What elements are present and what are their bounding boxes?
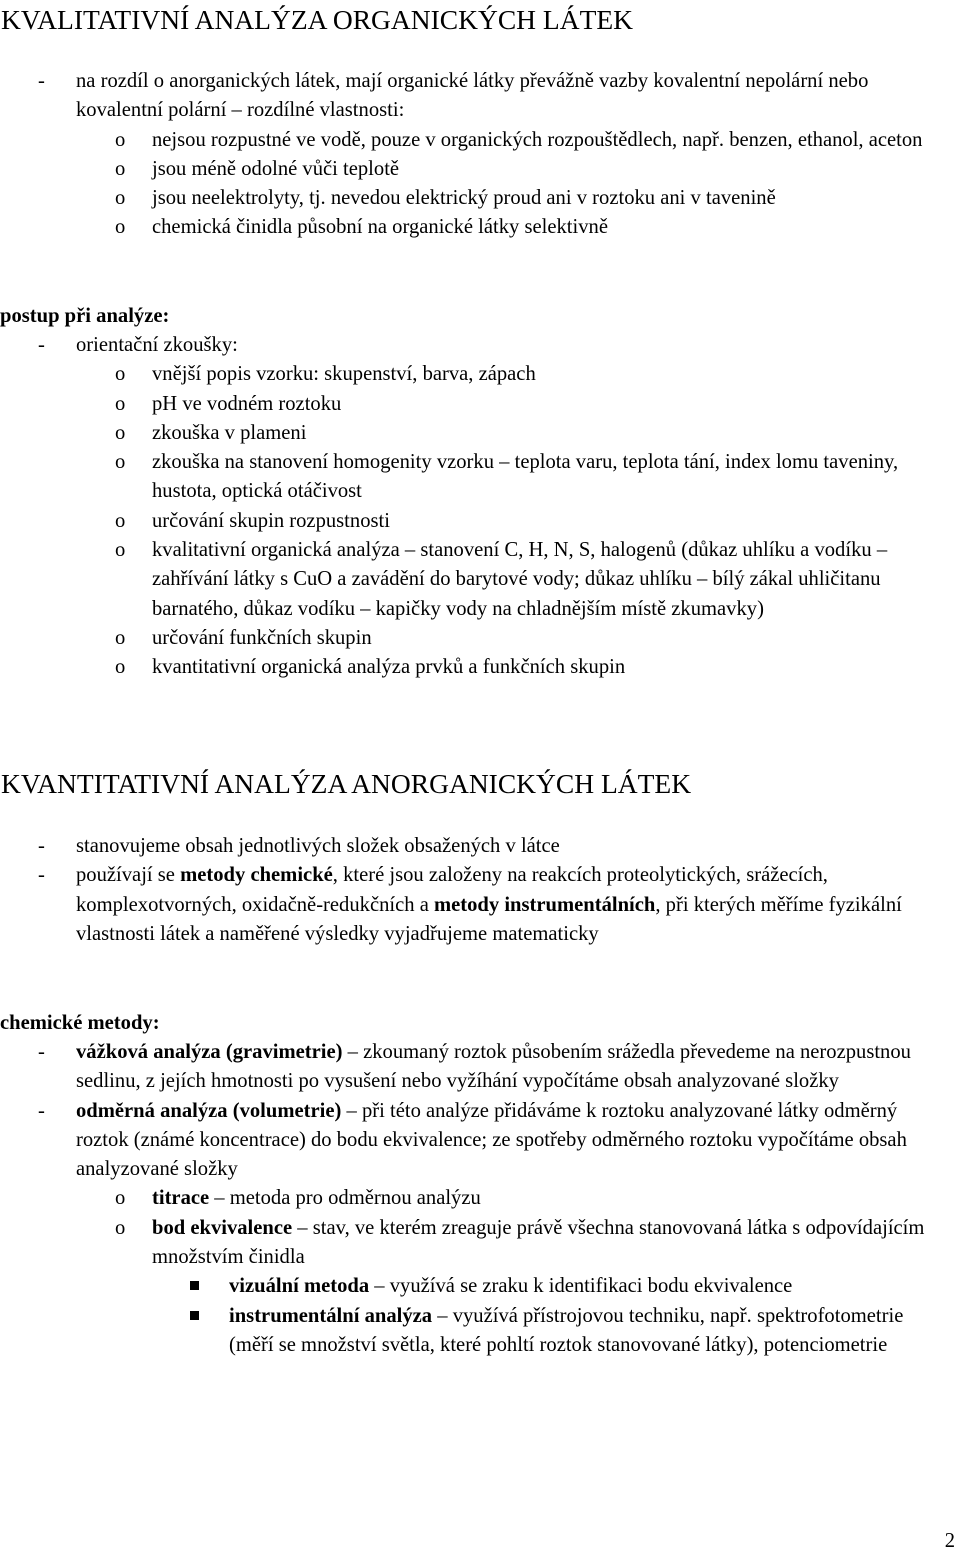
bold-term: vážková analýza (gravimetrie)	[76, 1041, 343, 1063]
circle-marker: o	[115, 157, 126, 180]
bold-term: odměrná analýza (volumetrie)	[76, 1099, 342, 1122]
bold-term: instrumentální analýza	[229, 1304, 433, 1327]
list-item	[0, 624, 932, 653]
circle-marker: o	[115, 363, 126, 386]
list-item	[0, 536, 932, 624]
list-item	[0, 419, 932, 448]
bold-term: bod ekvivalence	[152, 1216, 293, 1239]
list-item	[0, 213, 932, 242]
section-title-quantitative: KVANTITATIVNÍ ANALÝZA ANORGANICKÝCH LÁTEK	[1, 768, 692, 799]
list-item	[0, 1038, 934, 1097]
circle-marker: o	[115, 656, 126, 679]
procedure-block	[0, 331, 960, 683]
text-run: , při kterých měříme fyzikální vlastnosti látek a naměřené výsledky vyjadřujeme matematicky	[76, 893, 902, 945]
list-item-text: zkouška na stanovení homogenity vzorku – teplota varu, teplota tání, index lomu taveniny, hustota, optická otáčivost	[152, 451, 899, 503]
circle-marker: o	[115, 539, 126, 562]
circle-marker: o	[115, 1187, 126, 1210]
circle-marker: o	[115, 216, 126, 239]
list-item-text: určování skupin rozpustnosti	[152, 509, 390, 532]
dash-marker: -	[38, 864, 45, 887]
square-bullet-icon	[190, 1281, 199, 1290]
list-item	[0, 1272, 931, 1301]
bold-term: vizuální metoda	[229, 1275, 370, 1298]
square-bullet-icon	[190, 1311, 199, 1320]
circle-marker: o	[115, 451, 126, 474]
list-item-text: jsou méně odolné vůči teplotě	[152, 157, 400, 180]
list-item	[0, 1302, 931, 1361]
page-number: 2	[944, 1530, 955, 1552]
bold-term: metody instrumentálních	[433, 893, 656, 916]
list-item	[0, 1097, 934, 1185]
procedure-heading: postup při analýze:	[0, 305, 170, 327]
list-item-text: chemická činidla působní na organické látky selektivně	[152, 216, 608, 239]
circle-marker: o	[115, 187, 126, 210]
text-run: – stav, ve kterém zreaguje právě všechna stanovovaná látka s odpovídajícím množstvím činidla	[152, 1216, 925, 1269]
text-run: – při této analýze přidáváme k roztoku analyzované látky odměrný roztok (známé koncentrace) do bodu ekvivalence; ze spotřeby odměrného roztoku vypočítáme obsah analyzované složky	[76, 1099, 907, 1181]
list-item	[0, 832, 934, 861]
list-item-text	[76, 1100, 907, 1181]
circle-marker: o	[115, 509, 126, 532]
list-item-text: určování funkčních skupin	[152, 626, 372, 649]
dash-marker: -	[38, 1099, 45, 1122]
list-item-text: kvalitativní organická analýza – stanovení C, H, N, S, halogenů (důkaz uhlíku a vodíku – zahřívání látky s CuO a zavádění do barytové vody; důkaz uhlíku – bílý zákal uhličitanu barnatého, důkaz vodíku – kapičky vody na chladnějším místě zkumavky)	[152, 539, 888, 620]
intro-block	[0, 67, 960, 243]
bold-term: metody chemické	[180, 864, 333, 887]
text-run: – metoda pro odměrnou analýzu	[209, 1187, 481, 1210]
list-item	[0, 1214, 932, 1273]
list-item	[0, 861, 934, 949]
list-item	[0, 390, 932, 419]
list-item-text: stanovujeme obsah jednotlivých složek obsažených v látce	[76, 835, 560, 857]
dash-marker: -	[38, 835, 45, 857]
list-item-text: kvantitativní organická analýza prvků a funkčních skupin	[152, 656, 626, 679]
text-run: , které jsou založeny na reakcích proteolytických, srážecích, komplexotvorných, oxidačně-redukčních a	[76, 864, 828, 916]
list-item-text	[76, 1041, 911, 1092]
list-item-text: orientační zkoušky:	[76, 334, 238, 356]
text-run: – využívá přístrojovou techniku, např. spektrofotometrie (měří se množství světla, které pohltí roztok stanovované látky), potenciometrie	[229, 1304, 904, 1356]
list-item	[0, 507, 932, 536]
section-title-qualitative: KVALITATIVNÍ ANALÝZA ORGANICKÝCH LÁTEK	[1, 4, 634, 35]
list-item-text	[152, 1187, 481, 1209]
list-item-text: zkouška v plameni	[152, 421, 307, 444]
list-item	[0, 360, 932, 389]
dash-marker: -	[38, 1041, 45, 1063]
chemical-methods-heading: chemické metody:	[0, 1012, 160, 1034]
list-item-text	[229, 1275, 792, 1297]
list-item-text	[229, 1305, 903, 1356]
list-item	[0, 184, 932, 213]
circle-marker: o	[115, 1216, 126, 1239]
circle-marker: o	[115, 626, 126, 649]
list-item-text	[76, 864, 902, 945]
list-item	[0, 448, 932, 507]
list-item	[0, 331, 934, 360]
list-item	[0, 653, 932, 682]
text-run: používají se	[76, 864, 181, 887]
list-item-text: vnější popis vzorku: skupenství, barva, zápach	[152, 363, 536, 386]
list-item-text: nejsou rozpustné ve vodě, pouze v organických rozpouštědlech, např. benzen, ethanol, aceton	[152, 128, 923, 151]
bold-term: titrace	[152, 1187, 210, 1210]
list-item	[0, 1184, 932, 1213]
list-item-text: jsou neelektrolyty, tj. nevedou elektrický proud ani v roztoku ani v tavenině	[152, 187, 776, 210]
list-item	[0, 155, 932, 184]
dash-marker: -	[38, 70, 45, 92]
circle-marker: o	[115, 128, 126, 151]
text-run: – zkoumaný roztok působením srážedla převedeme na nerozpustnou sedlinu, z jejích hmotnosti po vysušení nebo vyžíhání vypočítáme obsah analyzované složky	[76, 1041, 911, 1093]
circle-marker: o	[115, 421, 126, 444]
quantitative-intro-block	[0, 832, 960, 949]
list-item-text	[152, 1217, 924, 1268]
list-item	[0, 67, 934, 126]
circle-marker: o	[115, 392, 126, 415]
chemical-methods-block	[0, 1038, 960, 1360]
list-item-text: na rozdíl o anorganických látek, mají organické látky převážně vazby kovalentní nepolární nebo kovalentní polární – rozdílné vlastnosti:	[76, 70, 869, 122]
list-item	[0, 126, 932, 155]
list-item-text: pH ve vodném roztoku	[152, 392, 342, 415]
text-run: – využívá se zraku k identifikaci bodu ekvivalence	[369, 1275, 793, 1298]
dash-marker: -	[38, 334, 45, 356]
